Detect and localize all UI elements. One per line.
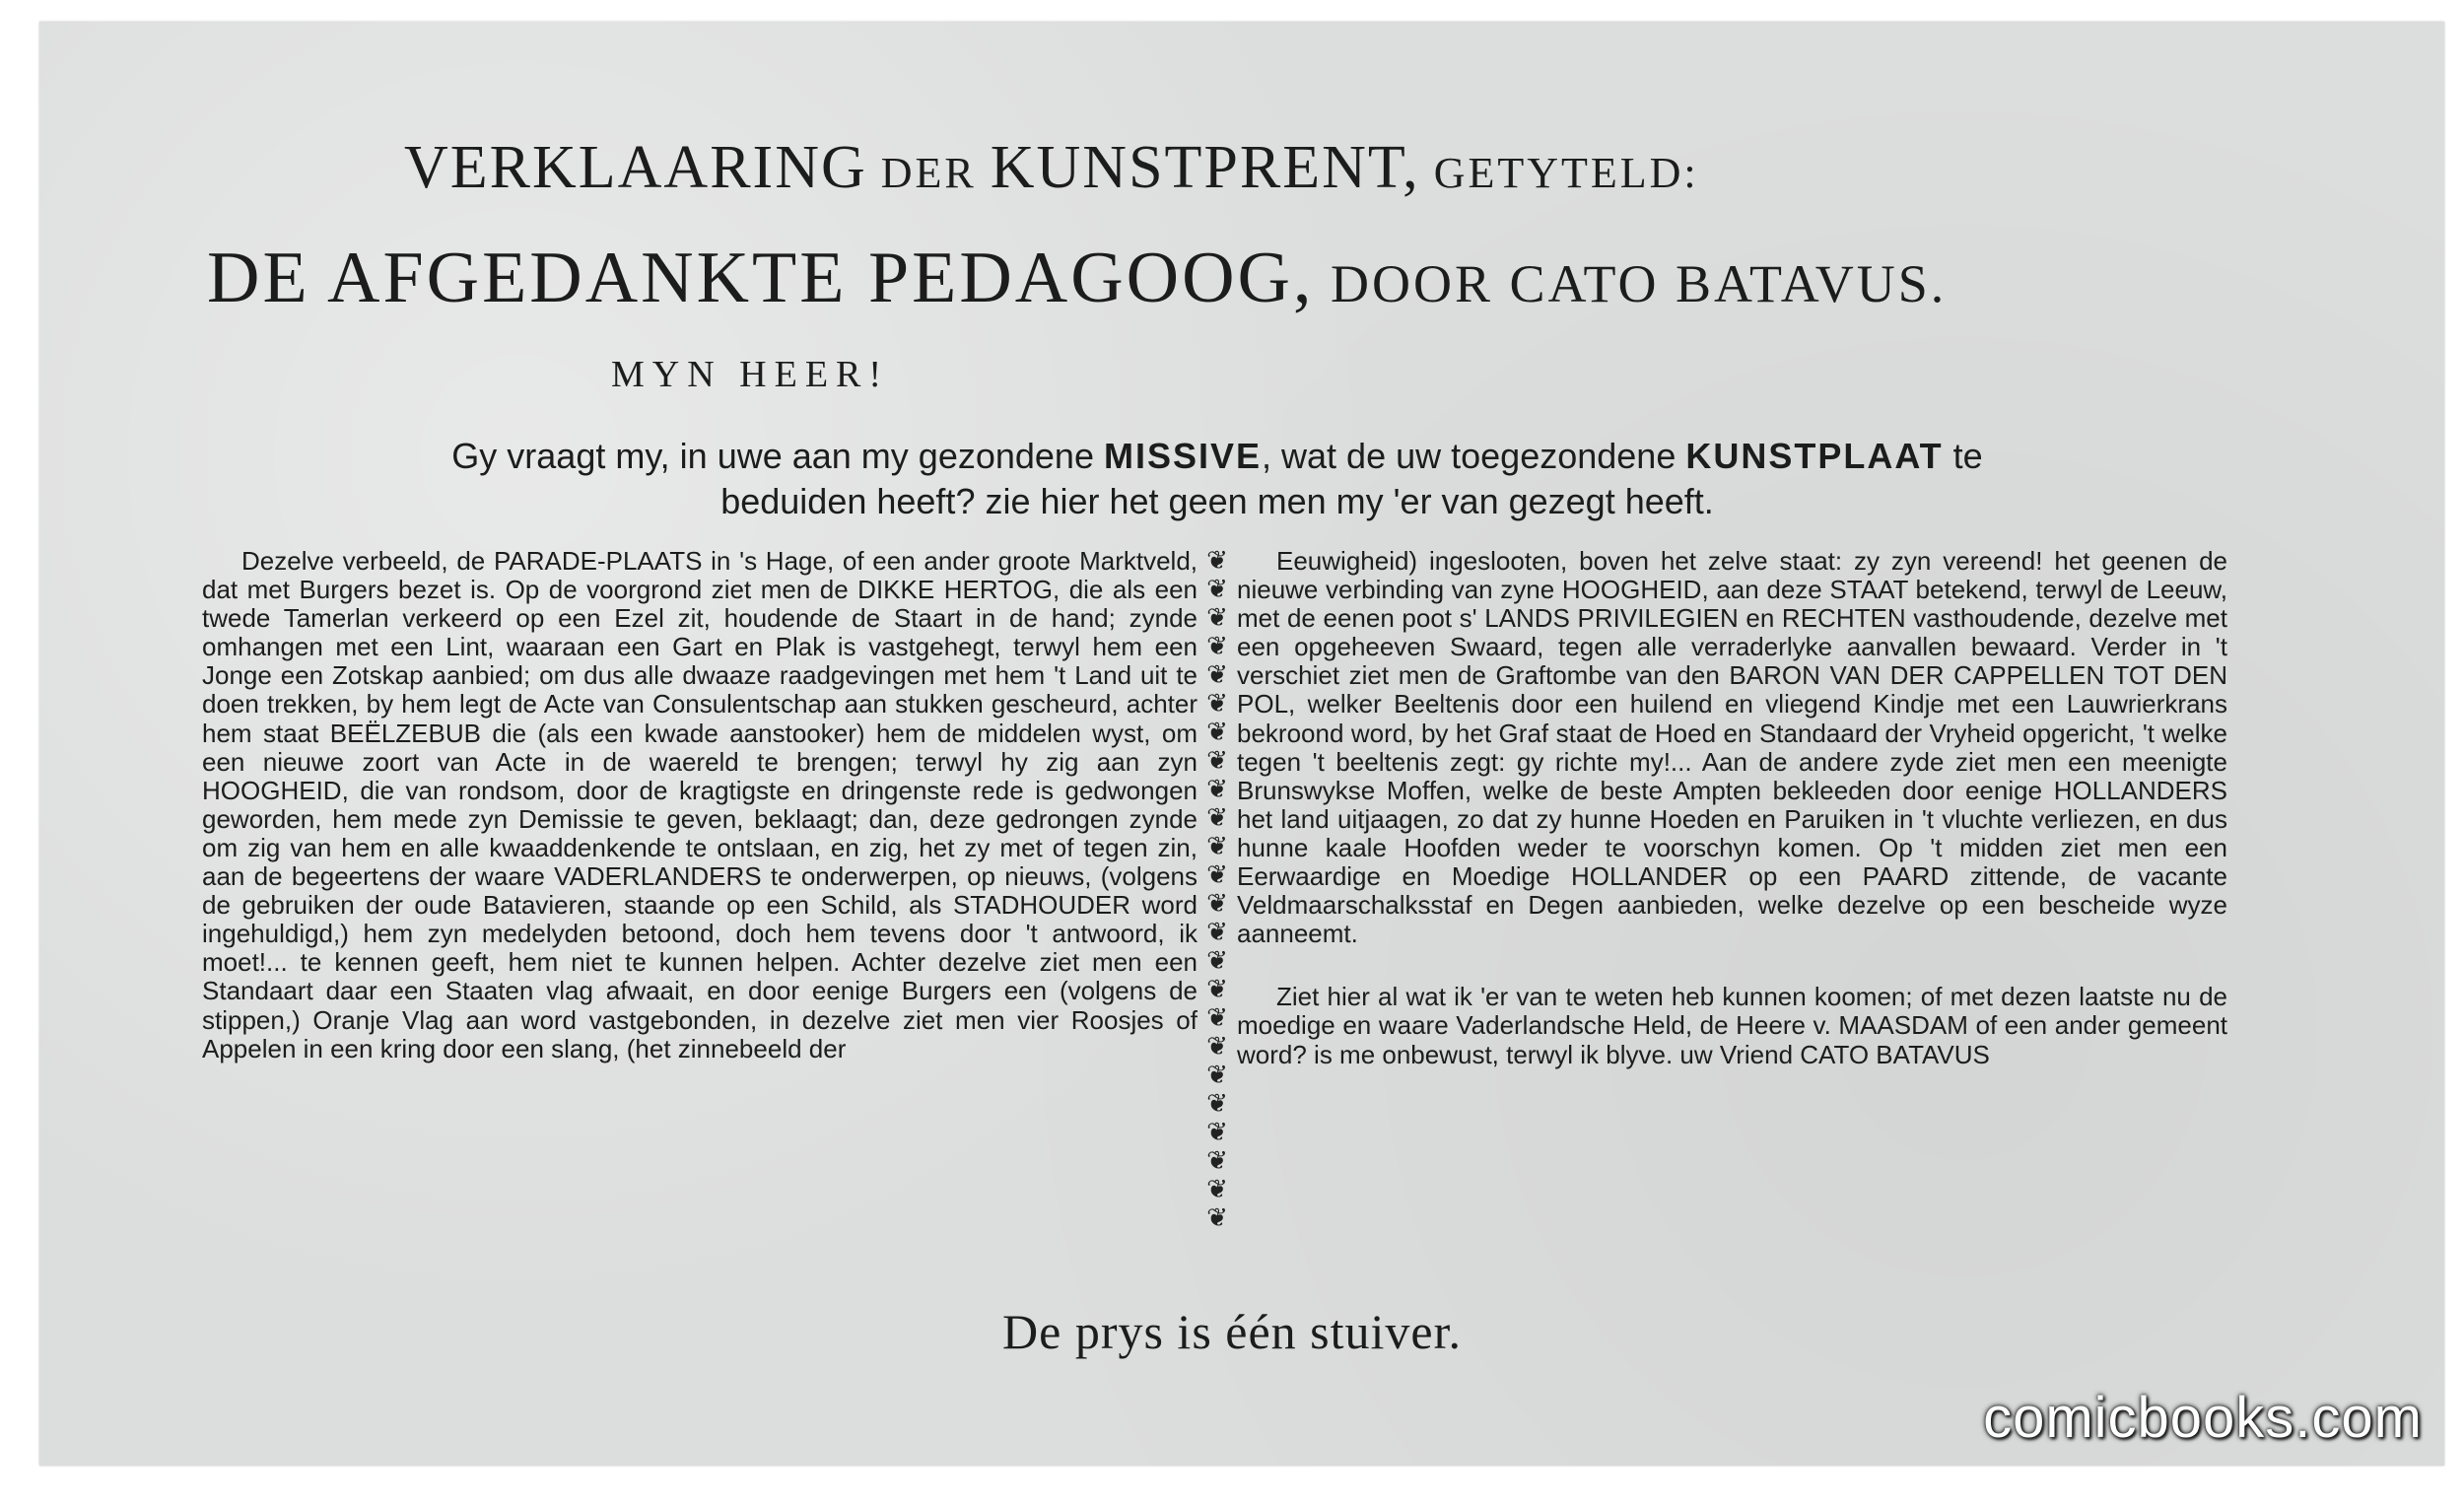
intro-text-a: Gy vraagt my, in uwe aan my gezondene — [451, 436, 1104, 476]
column-divider-ornaments — [1204, 547, 1230, 1237]
left-column-paragraph: Dezelve verbeeld, de PARADE-PLAATS in 's Hage, of een ander groote Marktveld, dat met Burgers bezet is. Op de voorgrond ziet men de DIKKE HERTOG, die als een twede Tamerlan verkeerd op een Ezel zit, houdende de Staart in de hand; zynde omhangen met een Lint, waaraan een Gart en Plak is vastgehegt, terwyl hem een Jonge een Zotskap aanbied; om dus alle dwaaze raadgevingen met hem 't Land uit te doen trekken, by hem legt de Acte van Consulentschap aan stukken gescheurd, achter hem staat BEËLZEBUB die (als een kwade aanstooker) hem de middelen wyst, om een nieuwe zoort van Acte in de waereld te brengen; terwyl hy zig aan zyn HOOGHEID, die van rondsom, door de kragtigste en dringenste rede is gedwongen geworden, hem mede zyn Demissie te geven, beklaagt; dan, deze gedrongen zynde om zig van hem en alle kwaaddenkende te ontslaan, en zig, het zy met of tegen zin, aan de begeertens der waare VADERLANDERS te onderwerpen, op nieuws, (volgens de gebruiken der oude Batavieren, staande op een Schild, als STADHOUDER word ingehuldigd,) hem zyn medelyden betoond, doch hem tevens door 't antwoord, ik moet!... te kennen geeft, hem niet te kunnen helpen. Achter dezelve ziet men een Standaart daar een Staaten vlag afwaait, en door eenige Burgers een (volgens de stippen,) Oranje Vlag aan word vastgebonden, in dezelve ziet men vier Roosjes of Appelen in een kring door een slang, (het zinnebeeld der — [202, 546, 1198, 1063]
divider-ornament-icon: ❦ — [1206, 832, 1228, 861]
watermark: comicbooks.com — [1983, 1386, 2423, 1450]
divider-ornament-icon: ❦ — [1206, 1061, 1228, 1090]
right-column-paragraph-1: Eeuwigheid) ingeslooten, boven het zelve staat: zy zyn vereend! het geenen de nieuwe verbinding van zyne HOOGHEID, aan deze STAAT betekend, terwyl de Leeuw, met de eenen poot s' LANDS PRIVILEGIEN en RECHTEN vasthoudende, dezelve met een opgeheeven Swaard, tegen alle verraderlyke aanvallen bewaard. Verder in 't verschiet ziet men de Graftombe van den BARON VAN DER CAPPELLEN TOT DEN POL, welker Beeltenis door een huilend en vliegend Kindje met een Lauwrierkrans bekroond word, by het Graf staat de Hoed en Standaard der Vryheid opgericht, 't welke tegen 't beeltenis zegt: gy richte my!... Aan de andere zyde ziet men een meenigte Brunswykse Moffen, welke de beste Ampten bekleeden door eenige HOLLANDERS het land uitjaagen, zo dat zy hunne Hoeden en Paruiken in 't vluchte verliezen, en dus hunne kaale Hoofden weder te voorschyn komen. Op 't midden ziet men een Eerwaardige en Moedige HOLLANDER op een PAARD zittende, de vacante Veldmaarschalksstaf en Degen aanbieden, welke dezelve op een bescheide wyze aanneemt. — [1237, 546, 2227, 949]
heading-print-title: DE AFGEDANKTE PEDAGOOG, — [207, 238, 1315, 318]
intro-text-c: , wat de uw toegezondene — [1262, 436, 1686, 476]
divider-ornament-icon: ❦ — [1206, 1146, 1228, 1176]
divider-ornament-icon: ❦ — [1206, 946, 1228, 976]
divider-ornament-icon: ❦ — [1206, 718, 1228, 747]
right-column-paragraph-2: Ziet hier al wat ik 'er van te weten heb kunnen koomen; of met dezen laatste nu de moedige en waare Vaderlandsche Held, de Heere v. MAASDAM of een ander gemeent word? is me onbewust, terwyl ik blyve. uw Vriend CATO BATAVUS — [1237, 982, 2227, 1069]
left-column — [202, 547, 1198, 1063]
intro-text-e: te — [1943, 436, 1983, 476]
divider-ornament-icon: ❦ — [1206, 860, 1228, 890]
divider-ornament-icon: ❦ — [1206, 1175, 1228, 1204]
intro-line-2: beduiden heeft? zie hier het geen men my 'er van gezegt heeft. — [720, 481, 1714, 521]
heading-word-verklaaring: VERKLAARING — [404, 134, 867, 201]
right-column — [1237, 547, 2227, 1069]
divider-ornament-icon: ❦ — [1206, 889, 1228, 919]
heading-line-1 — [404, 133, 2080, 203]
divider-ornament-icon: ❦ — [1206, 803, 1228, 833]
divider-ornament-icon: ❦ — [1206, 660, 1228, 690]
divider-ornament-icon: ❦ — [1206, 775, 1228, 804]
intro-kunstplaat: KUNSTPLAAT — [1685, 436, 1944, 476]
divider-ornament-icon: ❦ — [1206, 689, 1228, 719]
divider-ornament-icon: ❦ — [1206, 1118, 1228, 1147]
heading-word-der: DER — [866, 149, 991, 197]
divider-ornament-icon: ❦ — [1206, 1089, 1228, 1119]
divider-ornament-icon: ❦ — [1206, 1203, 1228, 1233]
heading-author: DOOR CATO BATAVUS. — [1314, 254, 1948, 313]
heading-word-kunstprent: KUNSTPRENT, — [990, 134, 1420, 201]
salutation: MYN HEER! — [611, 354, 890, 395]
divider-ornament-icon: ❦ — [1206, 1032, 1228, 1062]
intro-missive: MISSIVE — [1103, 436, 1263, 476]
intro-paragraph — [310, 434, 2124, 524]
intro-line-1 — [310, 434, 2124, 479]
price-line: De prys is één stuiver. — [1002, 1304, 1462, 1359]
divider-ornament-icon: ❦ — [1206, 1003, 1228, 1033]
divider-ornament-icon: ❦ — [1206, 918, 1228, 947]
divider-ornament-icon: ❦ — [1206, 632, 1228, 661]
divider-ornament-icon: ❦ — [1206, 975, 1228, 1004]
divider-ornament-icon: ❦ — [1206, 575, 1228, 604]
divider-ornament-icon: ❦ — [1206, 546, 1228, 576]
heading-line-2 — [207, 237, 2277, 320]
divider-ornament-icon: ❦ — [1206, 746, 1228, 776]
heading-word-getyteld: GETYTELD: — [1419, 149, 1699, 197]
divider-ornament-icon: ❦ — [1206, 603, 1228, 633]
